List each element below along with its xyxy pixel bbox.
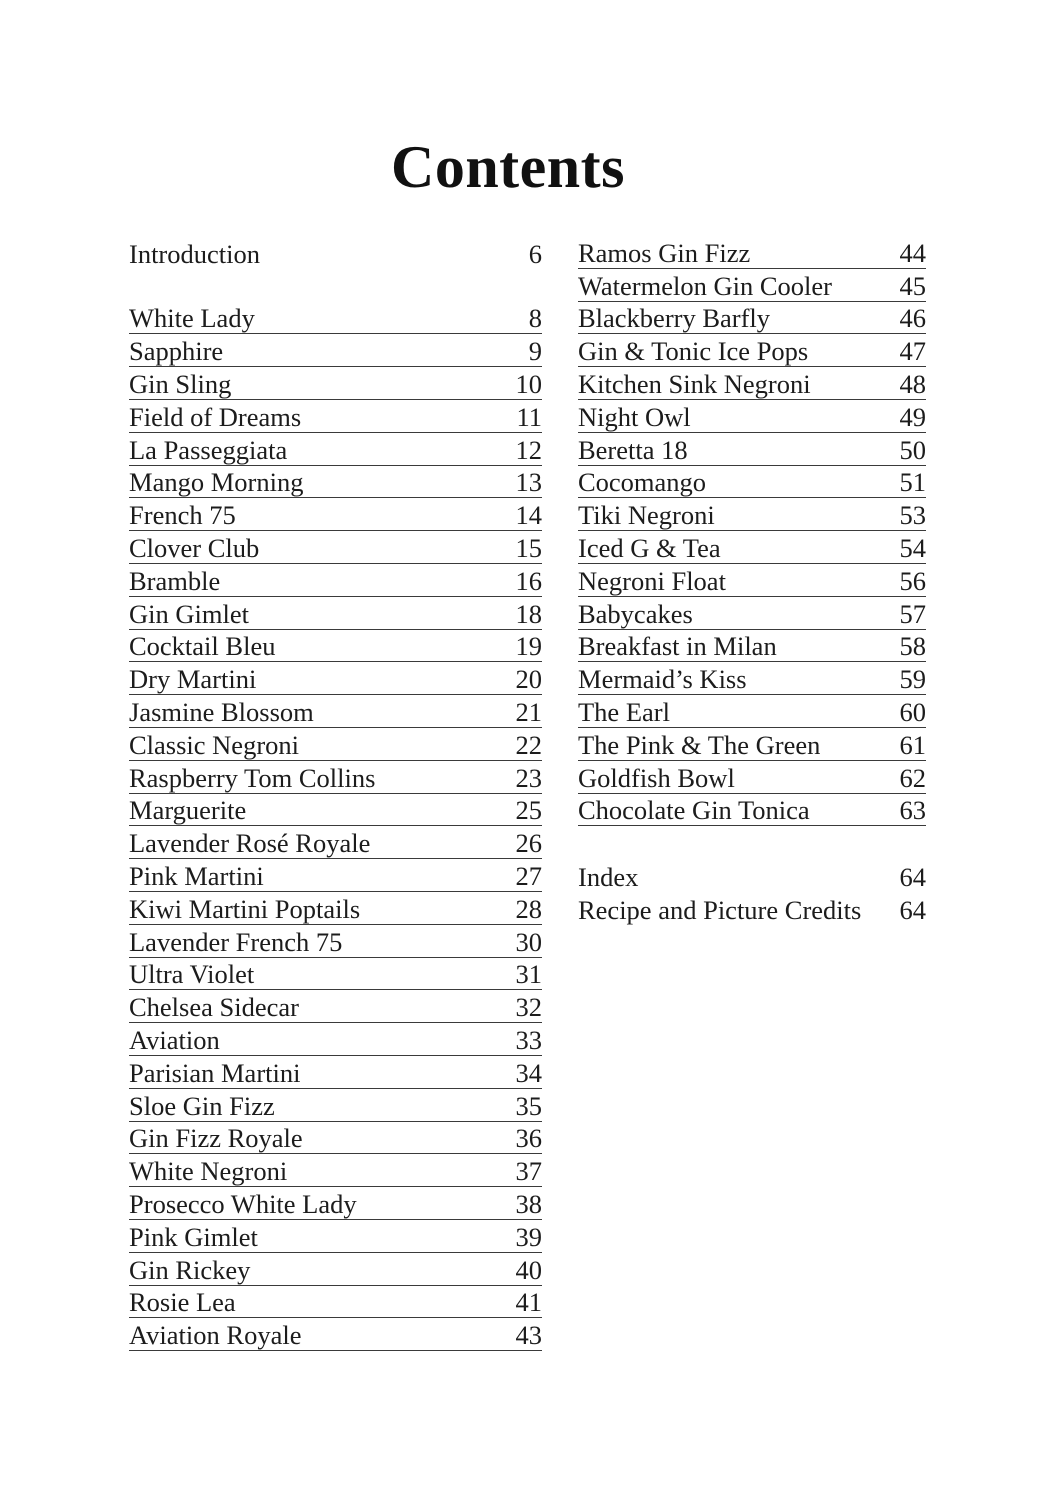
toc-entry-page: 22	[515, 729, 542, 760]
toc-entry-name: The Earl	[578, 696, 670, 727]
toc-entry-name: Parisian Martini	[129, 1057, 301, 1088]
toc-entry[interactable]	[129, 728, 542, 761]
toc-entry-name: Tiki Negroni	[578, 500, 715, 531]
toc-entry[interactable]	[129, 1056, 542, 1089]
toc-entry-page: 37	[515, 1156, 542, 1187]
toc-entry-page: 35	[515, 1090, 542, 1121]
toc-entry[interactable]	[129, 695, 542, 728]
toc-entry-page: 30	[515, 926, 542, 957]
toc-entry-page: 28	[515, 893, 542, 924]
toc-entry-page: 14	[515, 500, 542, 531]
toc-entry-page: 64	[899, 861, 926, 892]
toc-entry[interactable]	[129, 367, 542, 400]
toc-entry[interactable]	[129, 334, 542, 367]
toc-entry-name: Gin Rickey	[129, 1254, 251, 1285]
toc-entry[interactable]	[129, 958, 542, 991]
toc-entry[interactable]	[129, 531, 542, 564]
toc-entry-page: 19	[515, 631, 542, 662]
toc-entry-name: Chelsea Sidecar	[129, 992, 299, 1023]
toc-entry[interactable]	[129, 1089, 542, 1122]
toc-entry-page: 33	[515, 1024, 542, 1055]
toc-entry-name: Watermelon Gin Cooler	[578, 270, 832, 301]
toc-entry-page: 13	[515, 467, 542, 498]
toc-entry-name: Blackberry Barfly	[578, 303, 771, 334]
toc-entry[interactable]	[129, 433, 542, 466]
toc-entry-page: 34	[515, 1057, 542, 1088]
toc-entry-page: 47	[899, 336, 926, 367]
toc-entry[interactable]	[129, 925, 542, 958]
toc-entry-name: Gin Sling	[129, 368, 232, 399]
toc-entry-name: White Negroni	[129, 1156, 288, 1187]
toc-entry-name: Gin & Tonic Ice Pops	[578, 336, 809, 367]
toc-entry-page: 59	[899, 664, 926, 695]
toc-entry-name: Iced G & Tea	[578, 532, 721, 563]
toc-entry[interactable]	[129, 400, 542, 433]
toc-entry[interactable]	[578, 367, 926, 400]
toc-entry-page: 26	[515, 828, 542, 859]
toc-entry-name: Pink Gimlet	[129, 1221, 258, 1252]
toc-list-right	[578, 236, 926, 826]
toc-entry-name: Negroni Float	[578, 565, 726, 596]
toc-entry-name: Sapphire	[129, 336, 224, 367]
toc-entry-name: Jasmine Blossom	[129, 696, 314, 727]
toc-entry-name: Recipe and Picture Credits	[578, 894, 862, 925]
toc-entry[interactable]	[578, 794, 926, 827]
toc-entry-page: 39	[515, 1221, 542, 1252]
toc-entry-page: 45	[899, 270, 926, 301]
toc-entry[interactable]	[129, 761, 542, 794]
toc-entry[interactable]	[578, 433, 926, 466]
toc-entry-name: Lavender Rosé Royale	[129, 828, 371, 859]
toc-entry[interactable]	[129, 662, 542, 695]
toc-entry-page: 60	[899, 696, 926, 727]
toc-entry-name: Classic Negroni	[129, 729, 300, 760]
toc-entry-page: 31	[515, 959, 542, 990]
toc-entry-name: Beretta 18	[578, 434, 688, 465]
toc-entry-page: 51	[899, 467, 926, 498]
toc-entry-name: Gin Fizz Royale	[129, 1123, 303, 1154]
toc-entry[interactable]	[578, 662, 926, 695]
toc-entry-name: Field of Dreams	[129, 401, 302, 432]
toc-entry[interactable]	[129, 498, 542, 531]
toc-entry-page: 10	[515, 368, 542, 399]
toc-entry-name: Kiwi Martini Poptails	[129, 893, 361, 924]
toc-entry[interactable]	[129, 892, 542, 925]
toc-entry-page: 43	[515, 1320, 542, 1351]
toc-entry-name: Pink Martini	[129, 860, 264, 891]
toc-entry[interactable]	[129, 826, 542, 859]
toc-entry-name: French 75	[129, 500, 236, 531]
toc-list-back-matter	[578, 859, 926, 925]
toc-entry-page: 53	[899, 500, 926, 531]
toc-entry-name: Mermaid’s Kiss	[578, 664, 747, 695]
page-title: Contents	[390, 134, 625, 200]
toc-entry-name: Introduction	[129, 238, 260, 269]
toc-entry[interactable]	[129, 990, 542, 1023]
toc-entry-page: 54	[899, 532, 926, 563]
toc-entry[interactable]	[578, 334, 926, 367]
toc-entry[interactable]	[578, 892, 926, 925]
toc-entry[interactable]	[578, 761, 926, 794]
toc-entry-page: 9	[528, 336, 542, 367]
toc-entry-name: Night Owl	[578, 401, 691, 432]
toc-entry-name: The Pink & The Green	[578, 729, 821, 760]
toc-entry-page: 38	[515, 1188, 542, 1219]
toc-entry[interactable]	[129, 794, 542, 827]
toc-entry-name: Aviation	[129, 1024, 220, 1055]
toc-entry-page: 57	[899, 598, 926, 629]
toc-entry-page: 15	[515, 532, 542, 563]
toc-entry-name: Cocomango	[578, 467, 707, 498]
section-gap	[129, 269, 542, 302]
toc-entry-name: Clover Club	[129, 532, 260, 563]
toc-entry-page: 36	[515, 1123, 542, 1154]
toc-entry-introduction[interactable]	[129, 236, 542, 269]
toc-entry-page: 11	[516, 401, 542, 432]
toc-entry-name: Prosecco White Lady	[129, 1188, 357, 1219]
toc-entry[interactable]	[578, 695, 926, 728]
toc-entry-name: Cocktail Bleu	[129, 631, 276, 662]
toc-entry-page: 20	[515, 664, 542, 695]
toc-entry-page: 50	[899, 434, 926, 465]
toc-entry[interactable]	[578, 597, 926, 630]
toc-entry-name: La Passeggiata	[129, 434, 288, 465]
toc-entry-page: 64	[899, 894, 926, 925]
toc-entry-name: Ramos Gin Fizz	[578, 237, 751, 268]
toc-entry[interactable]	[129, 1220, 542, 1253]
toc-entry-name: Ultra Violet	[129, 959, 255, 990]
toc-entry-page: 12	[515, 434, 542, 465]
toc-entry-page: 58	[899, 631, 926, 662]
toc-entry-name: White Lady	[129, 303, 255, 334]
toc-entry-page: 40	[515, 1254, 542, 1285]
toc-entry[interactable]	[129, 466, 542, 499]
toc-entry[interactable]	[578, 498, 926, 531]
toc-entry-page: 48	[899, 368, 926, 399]
toc-entry[interactable]	[578, 466, 926, 499]
toc-list-left	[129, 302, 542, 1352]
toc-entry-page: 21	[515, 696, 542, 727]
toc-entry[interactable]	[129, 1187, 542, 1220]
toc-entry-page: 32	[515, 992, 542, 1023]
section-gap	[578, 826, 926, 859]
toc-entry[interactable]	[578, 269, 926, 302]
toc-entry-name: Marguerite	[129, 795, 247, 826]
toc-entry[interactable]	[129, 1286, 542, 1319]
toc-entry-name: Kitchen Sink Negroni	[578, 368, 811, 399]
toc-entry-page: 16	[515, 565, 542, 596]
toc-entry-page: 62	[899, 762, 926, 793]
toc-entry-name: Aviation Royale	[129, 1320, 302, 1351]
toc-entry-name: Raspberry Tom Collins	[129, 762, 376, 793]
toc-entry[interactable]	[578, 302, 926, 335]
toc-entry-name: Bramble	[129, 565, 221, 596]
toc-entry-page: 46	[899, 303, 926, 334]
toc-entry[interactable]	[129, 564, 542, 597]
toc-entry[interactable]	[129, 1122, 542, 1155]
toc-entry-name: Chocolate Gin Tonica	[578, 795, 810, 826]
contents-column-right	[578, 236, 926, 925]
toc-entry[interactable]	[578, 630, 926, 663]
toc-entry-page: 18	[515, 598, 542, 629]
toc-entry[interactable]	[578, 564, 926, 597]
toc-entry-name: Gin Gimlet	[129, 598, 249, 629]
toc-entry-name: Goldfish Bowl	[578, 762, 735, 793]
toc-entry-page: 63	[899, 795, 926, 826]
toc-entry-page: 6	[528, 238, 542, 269]
toc-entry[interactable]	[578, 859, 926, 892]
toc-entry-page: 61	[899, 729, 926, 760]
toc-entry-name: Babycakes	[578, 598, 693, 629]
toc-entry-page: 56	[899, 565, 926, 596]
toc-entry-name: Mango Morning	[129, 467, 304, 498]
toc-entry[interactable]	[129, 597, 542, 630]
toc-entry-name: Breakfast in Milan	[578, 631, 777, 662]
toc-entry-page: 44	[899, 237, 926, 268]
toc-entry[interactable]	[129, 859, 542, 892]
toc-entry-page: 49	[899, 401, 926, 432]
toc-entry-page: 41	[515, 1287, 542, 1318]
toc-entry-page: 27	[515, 860, 542, 891]
toc-entry[interactable]	[129, 302, 542, 335]
toc-entry-page: 8	[528, 303, 542, 334]
toc-entry-page: 25	[515, 795, 542, 826]
toc-entry-name: Index	[578, 861, 639, 892]
toc-entry-name: Sloe Gin Fizz	[129, 1090, 275, 1121]
toc-entry[interactable]	[578, 728, 926, 761]
contents-column-left	[129, 236, 542, 1351]
toc-entry-page: 23	[515, 762, 542, 793]
toc-entry[interactable]	[129, 630, 542, 663]
toc-entry[interactable]	[129, 1154, 542, 1187]
toc-entry[interactable]	[578, 531, 926, 564]
toc-entry[interactable]	[129, 1318, 542, 1351]
toc-entry-name: Lavender French 75	[129, 926, 343, 957]
toc-entry-name: Rosie Lea	[129, 1287, 236, 1318]
toc-entry[interactable]	[578, 400, 926, 433]
toc-entry[interactable]	[129, 1023, 542, 1056]
toc-entry[interactable]	[129, 1253, 542, 1286]
toc-entry[interactable]	[578, 236, 926, 269]
toc-entry-name: Dry Martini	[129, 664, 257, 695]
